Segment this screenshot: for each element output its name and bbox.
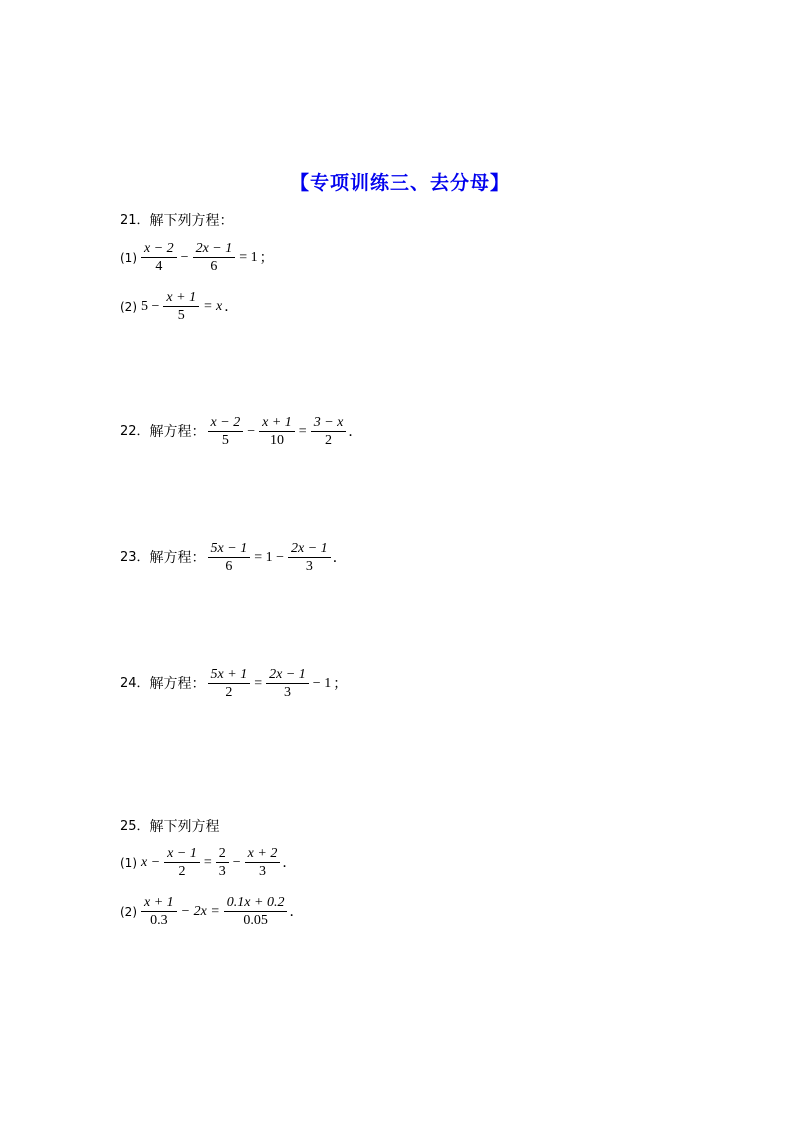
end-punctuation: ． (282, 854, 297, 871)
equals-sign: = (203, 854, 212, 870)
equation-rhs: = x (203, 298, 223, 314)
end-punctuation: ． (289, 903, 304, 920)
problem-21-part-1 (120, 240, 274, 275)
problem-instruction: 解方程： (149, 675, 206, 692)
problem-21-part-2 (120, 289, 238, 324)
numerator: x + 2 (247, 846, 278, 861)
problem-instruction: 解下列方程 (149, 819, 220, 835)
denominator: 0.3 (150, 913, 168, 928)
problem-22 (120, 414, 362, 449)
numerator: x + 1 (144, 895, 174, 910)
numerator: 2x − 1 (195, 241, 233, 256)
numerator: x + 1 (262, 415, 292, 430)
denominator: 6 (210, 259, 218, 274)
problem-number: 23． (120, 549, 150, 565)
end-punctuation: ； (259, 249, 274, 266)
fraction (216, 845, 229, 880)
problem-instruction: 解方程： (149, 549, 206, 566)
fraction (208, 666, 251, 701)
denominator: 6 (225, 559, 233, 574)
end-punctuation: ． (224, 298, 239, 315)
fraction (266, 666, 309, 701)
denominator: 2 (325, 433, 333, 448)
problem-number: 22． (120, 423, 150, 439)
denominator: 3 (283, 685, 291, 700)
numerator: 0.1x + 0.2 (226, 895, 285, 910)
problem-number: 25． (120, 819, 150, 834)
fraction (259, 414, 295, 449)
fraction (208, 414, 244, 449)
operator: − (180, 249, 189, 265)
leading-term: x − (141, 854, 161, 870)
equation-rhs: = 1 (239, 249, 258, 265)
numerator: 3 − x (313, 415, 344, 430)
denominator: 3 (305, 559, 313, 574)
section-title: 【专项训练三、去分母】 (289, 172, 510, 194)
part-label: (2) (120, 904, 137, 919)
part-label: (1) (120, 250, 137, 265)
fraction (245, 845, 281, 880)
fraction (288, 540, 331, 575)
fraction (141, 240, 177, 275)
problem-number: 21． (120, 213, 150, 228)
numerator: x − 2 (210, 415, 241, 430)
numerator: 2 (218, 846, 226, 861)
problem-25-header (120, 818, 220, 836)
fraction (163, 289, 199, 324)
numerator: 2x − 1 (291, 541, 328, 556)
equals-sign: = (298, 423, 307, 439)
fraction (224, 894, 288, 929)
problem-23 (120, 540, 347, 575)
numerator: 5x + 1 (210, 667, 248, 682)
denominator: 5 (177, 308, 185, 323)
fraction (141, 894, 177, 929)
denominator: 4 (155, 259, 163, 274)
problem-number: 24． (120, 675, 150, 691)
fraction (208, 540, 251, 575)
end-punctuation: ． (332, 549, 347, 566)
equals-sign: = (254, 675, 263, 691)
denominator: 0.05 (243, 913, 268, 928)
denominator: 2 (178, 864, 186, 879)
numerator: x − 1 (167, 846, 197, 861)
numerator: 2x − 1 (269, 667, 306, 682)
problem-24 (120, 666, 347, 701)
numerator: x + 1 (166, 290, 197, 305)
operator: − (247, 423, 256, 439)
end-punctuation: ． (348, 423, 363, 440)
problem-21-header (120, 212, 234, 230)
problem-instruction: 解下列方程： (149, 213, 234, 229)
end-punctuation: ； (333, 675, 348, 692)
fraction (164, 845, 200, 880)
operator: − (232, 854, 241, 870)
denominator: 3 (218, 864, 226, 879)
leading-term: 5 − (141, 298, 160, 314)
numerator: 5x − 1 (210, 541, 248, 556)
middle-term: = 1 − (254, 549, 285, 565)
problem-instruction: 解方程： (149, 423, 206, 440)
part-label: (2) (120, 299, 137, 314)
tail-term: − 1 (312, 675, 332, 691)
denominator: 2 (225, 685, 233, 700)
denominator: 3 (258, 864, 266, 879)
numerator: x − 2 (144, 241, 174, 256)
fraction (193, 240, 236, 275)
middle-term: − 2x = (180, 903, 220, 919)
denominator: 10 (269, 433, 284, 448)
denominator: 5 (221, 433, 229, 448)
problem-25-part-1 (120, 845, 296, 880)
part-label: (1) (120, 855, 137, 870)
problem-25-part-2 (120, 894, 303, 929)
fraction (311, 414, 347, 449)
